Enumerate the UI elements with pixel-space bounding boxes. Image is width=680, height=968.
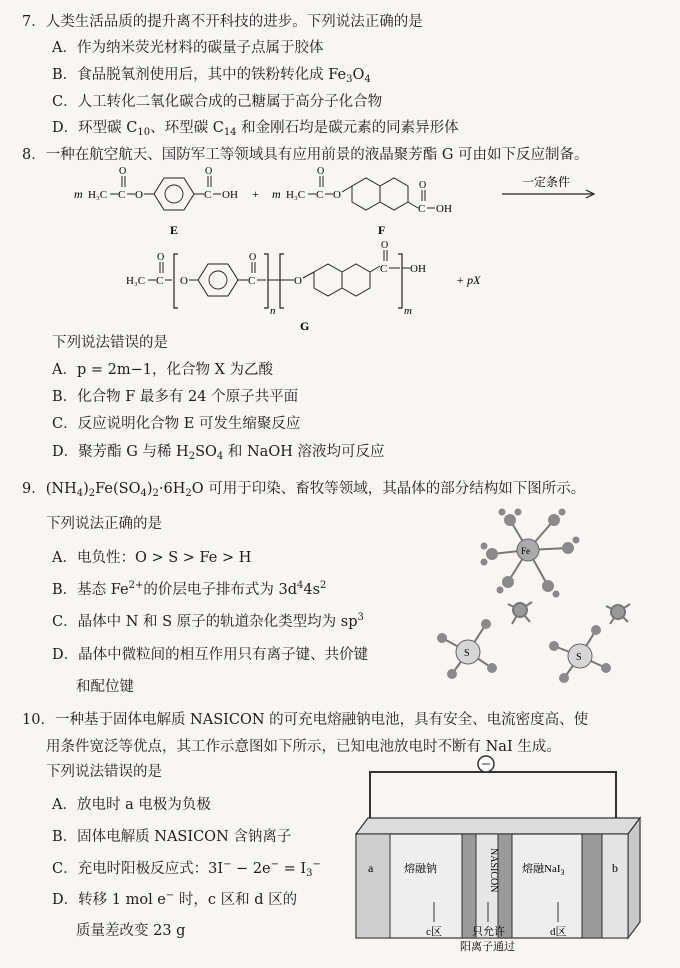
- svg-text:O: O: [180, 275, 188, 287]
- q8-option-b: B．化合物 F 最多有 24 个原子共平面: [52, 389, 299, 405]
- q8-stem: 8．一种在航空航天、国防军工等领域具有应用前景的液晶聚芳酯 G 可由如下反应制备。: [22, 147, 589, 163]
- svg-text:S: S: [576, 652, 582, 663]
- bracket-n-left: [174, 254, 178, 308]
- methyl-g: H₃C: [126, 275, 146, 287]
- svg-text:O: O: [317, 166, 325, 177]
- svg-text:O: O: [249, 252, 257, 263]
- svg-text:C: C: [316, 189, 324, 201]
- molten-nai-label: 熔融NaI$_3$: [522, 863, 565, 877]
- label-f: F: [378, 223, 386, 237]
- svg-text:O: O: [381, 240, 389, 251]
- svg-text:S: S: [464, 648, 470, 659]
- benzene-ring-e: [154, 178, 194, 210]
- svg-text:C: C: [156, 275, 164, 287]
- q9-prompt: 下列说法正确的是: [46, 516, 162, 532]
- q10-option-b: B．固体电解质 NASICON 含钠离子: [52, 829, 292, 845]
- q9-option-c: C．晶体中 N 和 S 原子的轨道杂化类型均为 $sp^3$: [52, 612, 364, 630]
- benzene-ring-g: [198, 264, 238, 296]
- q8-reaction-scheme: [60, 162, 660, 332]
- methyl-e: H₃C: [88, 189, 108, 201]
- electrode-b: [602, 834, 628, 938]
- coef-m-e: m: [74, 187, 83, 201]
- svg-text:O: O: [119, 166, 127, 177]
- q10-option-a: A．放电时 a 电极为负极: [52, 797, 211, 813]
- q8-option-a: A．p = 2m−1，化合物 X 为乙酸: [52, 362, 274, 378]
- crystal-structure-figure: [428, 498, 668, 688]
- svg-text:O: O: [294, 275, 302, 287]
- q8-option-c: C．反应说明化合物 E 可发生缩聚反应: [52, 416, 301, 432]
- q7-option-c: C．人工转化二氧化碳合成的己糖属于高分子化合物: [52, 94, 383, 110]
- ammonium-ion-2: [611, 605, 625, 619]
- bracket-n-right: [264, 254, 268, 308]
- bracket-m-left: [280, 254, 284, 308]
- svg-text:O: O: [157, 252, 165, 263]
- naphthalene-ring-1-f: [352, 178, 380, 210]
- pass-note-2: 阳离子通过: [460, 941, 515, 953]
- naphthalene-ring-1-g: [314, 264, 342, 296]
- svg-text:C: C: [118, 189, 126, 201]
- svg-text:Fe: Fe: [521, 546, 530, 556]
- svg-text:C: C: [380, 263, 388, 275]
- q8-option-d: D．聚芳酯 G 与稀 $H_2SO_4$ 和 NaOH 溶液均可反应: [52, 444, 385, 462]
- q9-option-d-continued: 和配位键: [76, 679, 134, 695]
- svg-text:O: O: [205, 166, 213, 177]
- coef-m-f: m: [272, 187, 281, 201]
- naphthalene-ring-2-f: [380, 178, 408, 210]
- label-g: G: [300, 319, 310, 332]
- ammonium-ion-1: [513, 603, 527, 617]
- q10-stem-line2: 用条件宽泛等优点，其工作示意图如下所示，已知电池放电时不断有 NaI 生成。: [46, 739, 561, 755]
- svg-text:C: C: [418, 203, 426, 215]
- battery-diagram: [350, 752, 660, 962]
- q7-option-d: D．环型碳 $C_{10}$、环型碳 $C_{14}$ 和金刚石均是碳元素的同素异形体: [52, 120, 459, 138]
- svg-text:C: C: [248, 275, 256, 287]
- svg-text:O: O: [333, 189, 341, 201]
- q7-stem: 7．人类生活品质的提升离不开科技的进步。下列说法正确的是: [22, 14, 423, 30]
- naphthalene-ring-2-g: [342, 264, 370, 296]
- svg-text:C: C: [204, 189, 212, 201]
- q9-option-b: B．基态 $Fe^{2+}$的价层电子排布式为 $3d^44s^2$: [52, 580, 327, 598]
- svg-text:a: a: [368, 861, 374, 875]
- svg-text:OH: OH: [222, 189, 238, 201]
- q7-option-b: B．食品脱氧剂使用后，其中的铁粉转化成 $Fe_3O_4$: [52, 67, 371, 85]
- svg-text:OH: OH: [410, 263, 426, 275]
- q9-stem: 9．$(NH_4)_2Fe(SO_4)_2\cdot 6H_2O$ 可用于印染、畜牧等领域，其晶体的部分结构如下图所示。: [22, 481, 586, 499]
- reaction-condition: 一定条件: [522, 175, 571, 189]
- q10-option-c: C．充电时阳极反应式：$3I^- - 2e^- = I_3^-$: [52, 859, 321, 879]
- q10-option-d-continued: 质量差改变 23 g: [76, 923, 186, 939]
- electrode-a: [356, 834, 390, 938]
- q9-option-a: A．电负性：O > S > Fe > H: [52, 550, 252, 566]
- q9-option-d: D．晶体中微粒间的相互作用只有离子键、共价键: [52, 647, 369, 663]
- methyl-f: H₃C: [286, 189, 306, 201]
- sub-n: n: [270, 305, 276, 317]
- c-zone-label: c区: [426, 926, 442, 938]
- svg-text:b: b: [612, 861, 618, 875]
- q10-stem-line1: 10．一种基于固体电解质 NASICON 的可充电熔融钠电池，具有安全、电流密度高、使: [22, 712, 589, 728]
- q10-prompt: 下列说法错误的是: [46, 764, 162, 780]
- q10-option-d: D．转移 1 mol e− 时，c 区和 d 区的: [52, 890, 298, 908]
- pass-note-1: 只允许: [472, 926, 505, 938]
- d-zone-label: d区: [550, 926, 567, 938]
- bracket-m-right: [398, 254, 402, 308]
- sub-m: m: [404, 305, 412, 317]
- nasicon-label: NASICON: [488, 848, 499, 893]
- q7-option-a: A．作为纳米荧光材料的碳量子点属于胶体: [52, 40, 324, 56]
- molten-na-label: 熔融钠: [404, 863, 437, 875]
- svg-text:O: O: [135, 189, 143, 201]
- svg-text:O: O: [419, 180, 427, 191]
- q8-prompt: 下列说法错误的是: [52, 335, 168, 351]
- svg-text:OH: OH: [436, 203, 452, 215]
- byproduct-px: + pX: [456, 273, 481, 287]
- label-e: E: [170, 223, 179, 237]
- plus-sign: +: [252, 187, 259, 201]
